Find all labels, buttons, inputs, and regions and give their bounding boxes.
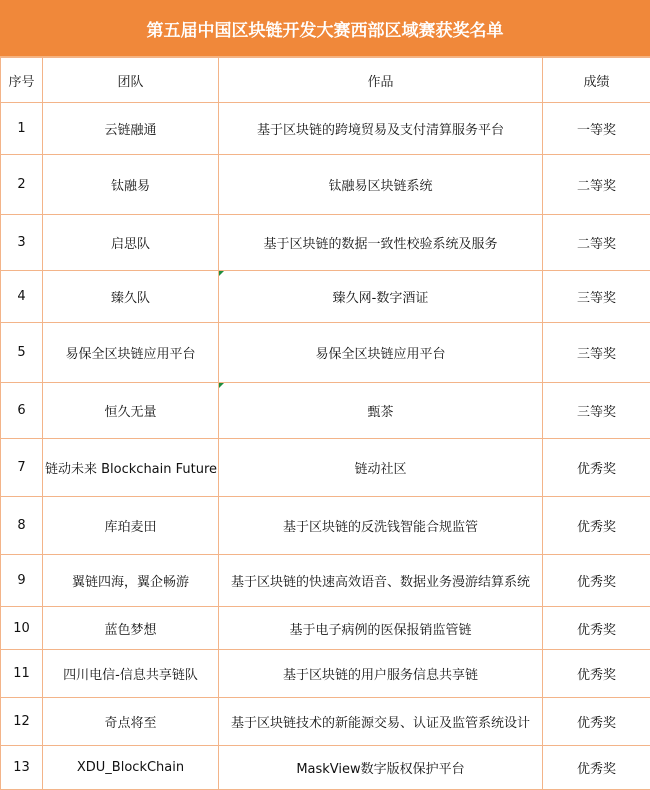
cell-work: 链动社区 — [219, 439, 543, 497]
cell-team: 启思队 — [43, 215, 219, 271]
cell-work: 基于区块链的用户服务信息共享链 — [219, 650, 543, 698]
table-row — [1, 103, 650, 155]
table-row — [1, 555, 650, 607]
cell-result: 二等奖 — [543, 155, 650, 215]
cell-work: 基于区块链的反洗钱智能合规监管 — [219, 497, 543, 555]
cell-team: 四川电信-信息共享链队 — [43, 650, 219, 698]
table-row — [1, 698, 650, 746]
cell-result: 优秀奖 — [543, 607, 650, 650]
cell-result: 一等奖 — [543, 103, 650, 155]
cell-num: 8 — [1, 497, 43, 555]
cell-team: 钛融易 — [43, 155, 219, 215]
table-row — [1, 439, 650, 497]
cell-result: 三等奖 — [543, 383, 650, 439]
table-row — [1, 383, 650, 439]
cell-num: 3 — [1, 215, 43, 271]
cell-result: 优秀奖 — [543, 650, 650, 698]
header-team: 团队 — [43, 58, 219, 103]
cell-result: 优秀奖 — [543, 746, 650, 790]
cell-team: 臻久队 — [43, 271, 219, 323]
header-work: 作品 — [219, 58, 543, 103]
table-row — [1, 607, 650, 650]
cell-work: 钛融易区块链系统 — [219, 155, 543, 215]
table-header-row — [1, 58, 650, 103]
cell-team: 蓝色梦想 — [43, 607, 219, 650]
cell-num: 6 — [1, 383, 43, 439]
awards-table — [0, 57, 650, 790]
cell-num: 2 — [1, 155, 43, 215]
cell-team: XDU_BlockChain — [43, 746, 219, 790]
cell-team: 易保全区块链应用平台 — [43, 323, 219, 383]
cell-work: 基于区块链的快速高效语音、数据业务漫游结算系统 — [219, 555, 543, 607]
cell-work: 基于区块链的数据一致性校验系统及服务 — [219, 215, 543, 271]
cell-work — [219, 383, 543, 439]
cell-work-text: 臻久网-数字酒证 — [333, 291, 429, 306]
comment-marker — [219, 271, 224, 276]
cell-num: 4 — [1, 271, 43, 323]
table-row — [1, 271, 650, 323]
comment-marker — [219, 383, 224, 388]
cell-result: 二等奖 — [543, 215, 650, 271]
cell-result: 优秀奖 — [543, 439, 650, 497]
cell-work — [219, 271, 543, 323]
cell-num: 12 — [1, 698, 43, 746]
cell-work: 基于电子病例的医保报销监管链 — [219, 607, 543, 650]
cell-num: 10 — [1, 607, 43, 650]
table-row — [1, 650, 650, 698]
cell-team: 云链融通 — [43, 103, 219, 155]
cell-work: 易保全区块链应用平台 — [219, 323, 543, 383]
cell-team: 库珀麦田 — [43, 497, 219, 555]
table-row — [1, 497, 650, 555]
cell-num: 7 — [1, 439, 43, 497]
cell-num: 1 — [1, 103, 43, 155]
header-result: 成绩 — [543, 58, 650, 103]
cell-result: 优秀奖 — [543, 555, 650, 607]
table-row — [1, 323, 650, 383]
cell-team: 链动未来 Blockchain Future — [43, 439, 219, 497]
cell-num: 11 — [1, 650, 43, 698]
cell-result: 优秀奖 — [543, 497, 650, 555]
table-row — [1, 155, 650, 215]
cell-team: 翼链四海，翼企畅游 — [43, 555, 219, 607]
cell-result: 优秀奖 — [543, 698, 650, 746]
cell-work: 基于区块链的跨境贸易及支付清算服务平台 — [219, 103, 543, 155]
cell-result: 三等奖 — [543, 271, 650, 323]
cell-num: 9 — [1, 555, 43, 607]
cell-work: MaskView数字版权保护平台 — [219, 746, 543, 790]
cell-work: 基于区块链技术的新能源交易、认证及监管系统设计 — [219, 698, 543, 746]
cell-team: 恒久无量 — [43, 383, 219, 439]
header-num: 序号 — [1, 58, 43, 103]
cell-work-text: 甄茶 — [367, 405, 393, 420]
page-title: 第五届中国区块链开发大赛西部区域赛获奖名单 — [0, 0, 650, 57]
cell-result: 三等奖 — [543, 323, 650, 383]
cell-num: 13 — [1, 746, 43, 790]
table-row — [1, 215, 650, 271]
cell-num: 5 — [1, 323, 43, 383]
cell-team: 奇点将至 — [43, 698, 219, 746]
